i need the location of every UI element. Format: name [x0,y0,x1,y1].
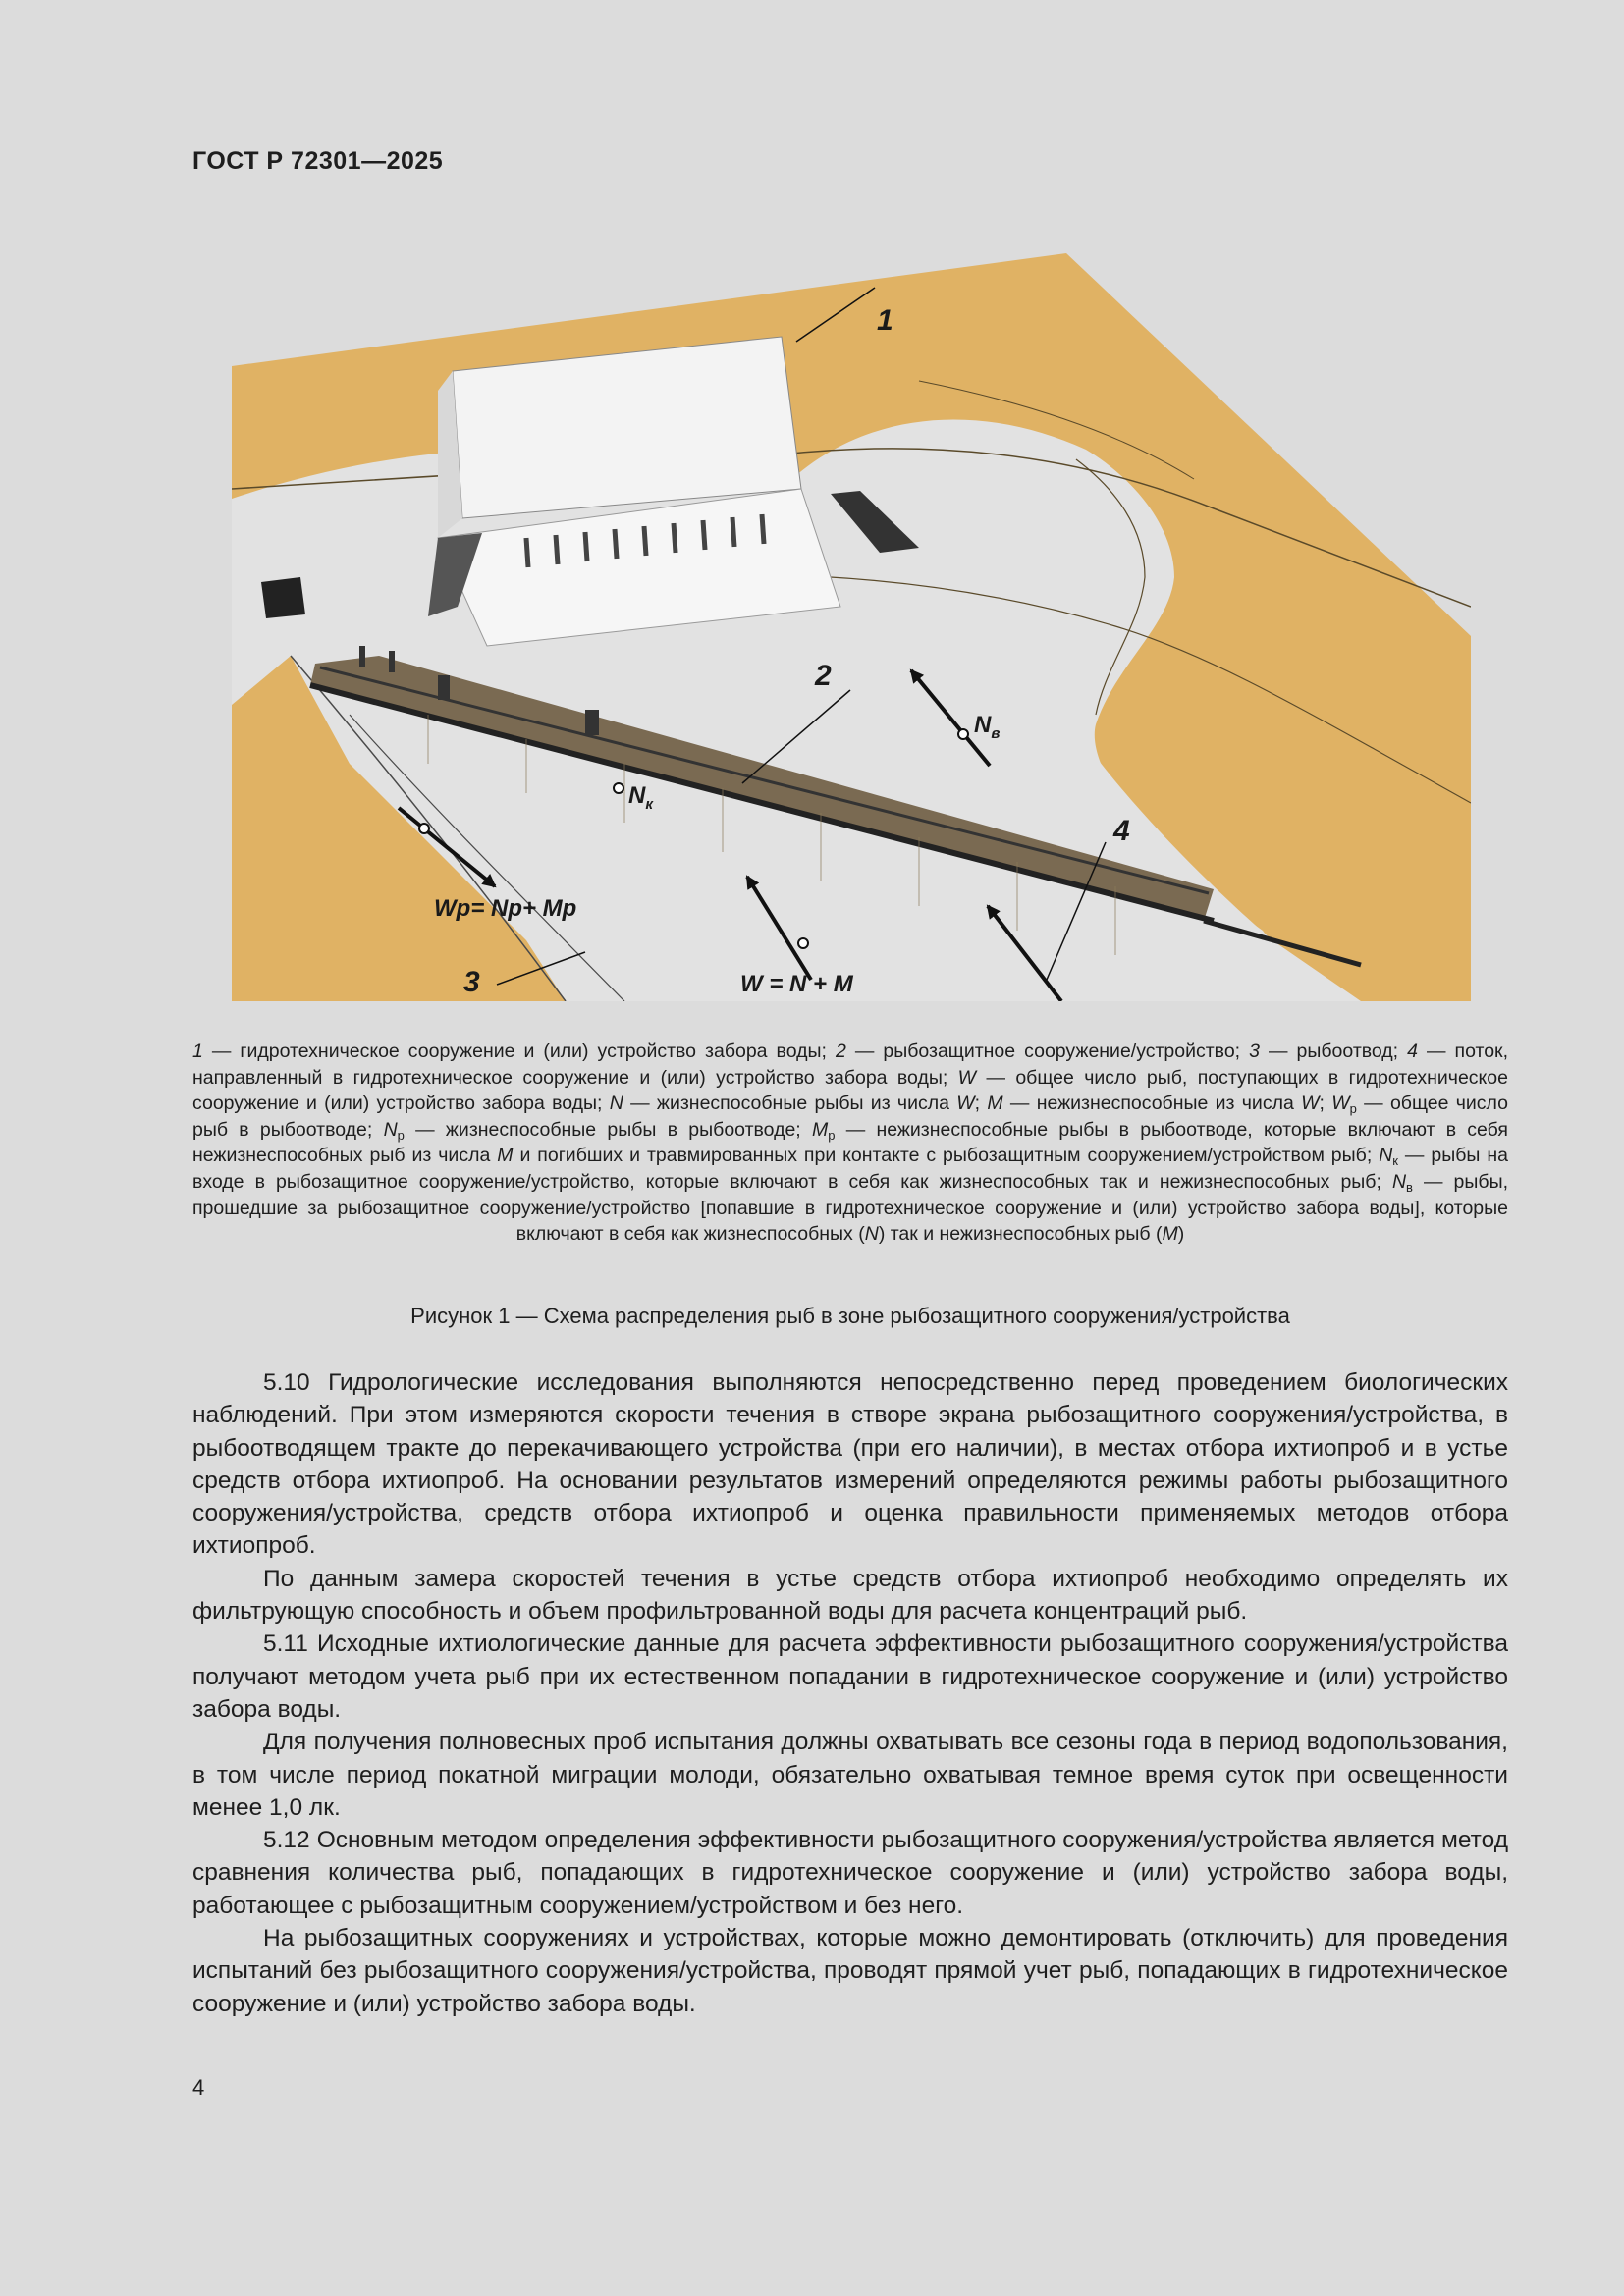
paragraph: 5.10 Гидрологические исследования выполняются непосредственно перед проведением биологических наблюдений. При этом измеряются скорости течения в створе экрана рыбозащитного сооружения/устройства, в рыбоотводящем тракте до перекачивающего устройства (при его наличии), в местах отбора ихтиопроб и в устье средств отбора ихтиопроб. На основании результатов измерений определяются режимы работы рыбозащитного сооружения/устройства, средств отбора ихтиопроб и оценка правильности применяемых методов отбора ихтиопроб. [192,1369,1508,1560]
label-2: 2 [815,660,832,692]
label-1: 1 [877,304,893,337]
legend-text: — жизнеспособные рыбы в рыбоотводе; [404,1118,812,1141]
body-text [192,1366,1508,2020]
legend-symbol: W [957,1066,977,1089]
label-nk-sub: к [645,796,653,813]
legend-subscript: p [1349,1101,1357,1117]
label-w-formula: W = N + M [740,971,853,997]
paragraph: 5.11 Исходные ихтиологические данные для расчета эффективности рыбозащитного сооружения/устройства получают методом учета рыб при их естественном попадании в гидротехническое сооружение и (или) устройство забора воды. [192,1630,1508,1723]
legend-text: ; [1319,1093,1332,1115]
legend-text: — общее число рыб, поступающих в гидротехническое сооружение и (или) устройство забора воды; [192,1066,1508,1115]
legend-symbol: 4 [1407,1041,1418,1062]
legend-text: — рыбы, прошедшие за рыбозащитное сооружение/устройство [попавшие в гидротехническое сооружение и (или) устройство забора воды], которые включают в себя как жизнеспособных ( [192,1170,1508,1246]
legend-text: — рыбозащитное сооружение/устройство; [845,1041,1250,1062]
legend-symbol: N [1379,1145,1393,1167]
fish-protection-scheme-figure [232,253,1471,1001]
legend-symbol: N [609,1093,623,1115]
legend-text: — рыбы на входе в рыбозащитное сооружение/устройство, которые включают в себя как жизнеспособных так и нежизнеспособных рыб; [192,1145,1508,1193]
document-header: ГОСТ Р 72301—2025 [192,147,444,175]
label-nv: N [974,712,992,738]
legend-text: — рыбоотвод; [1259,1041,1408,1062]
legend-symbol: N [864,1223,879,1246]
legend-symbol: N [1391,1170,1407,1193]
legend-symbol: W [1331,1093,1350,1115]
legend-symbol: W [1301,1093,1320,1115]
legend-text: ) [1177,1223,1185,1246]
page-number: 4 [192,2075,205,2100]
label-nk: N [628,782,646,809]
legend-text: ; [974,1093,988,1115]
label-wp-formula: Wp= Np+ Mp [434,895,577,922]
legend-text: — жизнеспособные рыбы из числа [623,1093,957,1115]
legend-symbol: W [956,1093,975,1115]
paragraph: По данным замера скоростей течения в устье средств отбора ихтиопроб необходимо определять их фильтрующую способность и объем профильтрованной воды для расчета концентраций рыб. [192,1565,1508,1626]
legend-symbol: M [987,1093,1003,1115]
legend-text: — гидротехническое сооружение и (или) устройство забора воды; [202,1041,836,1062]
legend-symbol: 2 [835,1041,846,1062]
figure-caption: Рисунок 1 — Схема распределения рыб в зоне рыбозащитного сооружения/устройства [410,1304,1290,1328]
legend-text: — нежизнеспособные рыбы в рыбоотводе, которые включают в себя нежизнеспособных рыб из числа [192,1118,1508,1167]
paragraph: На рыбозащитных сооружениях и устройствах, которые можно демонтировать (отключить) для проведения испытаний без рыбозащитного сооружения/устройства, проводят прямой учет рыб, попадающих в гидротехническое сооружение и (или) устройство забора воды. [192,1925,1508,2017]
legend-symbol: M [1162,1223,1178,1246]
legend-symbol: 1 [192,1041,203,1062]
label-nv-sub: в [991,725,1001,742]
label-4: 4 [1113,815,1130,847]
legend-text: ) так и нежизнеспособных рыб ( [878,1223,1163,1246]
legend-symbol: 3 [1249,1041,1260,1062]
legend-text: — поток, направленный в гидротехническое сооружение и (или) устройство забора воды; [192,1041,1509,1089]
legend-subscript: p [397,1127,405,1143]
legend-symbol: M [497,1145,514,1167]
legend-subscript: к [1392,1153,1398,1169]
paragraph: 5.12 Основным методом определения эффективности рыбозащитного сооружения/устройства является метод сравнения количества рыб, попадающих в гидротехническое сооружение и (или) устройство забора воды, работающее с рыбозащитным сооружением/устройством и без него. [192,1827,1508,1919]
legend-subscript: в [1406,1179,1413,1195]
legend-symbol: N [383,1118,398,1141]
figure-legend [192,1039,1508,1248]
legend-text: — нежизнеспособные из числа [1002,1093,1302,1115]
legend-text: — общее число рыб в рыбоотводе; [192,1093,1508,1141]
legend-symbol: M [811,1118,829,1141]
legend-text: и погибших и травмированных при контакте с рыбозащитным сооружением/устройством рыб; [513,1145,1380,1167]
label-3: 3 [463,966,480,998]
legend-subscript: p [828,1127,836,1143]
paragraph: Для получения полновесных проб испытания должны охватывать все сезоны года в период водопользования, в том числе период покатной миграции молоди, обязательно охватывая темное время суток при освещенности менее 1,0 лк. [192,1729,1508,1821]
